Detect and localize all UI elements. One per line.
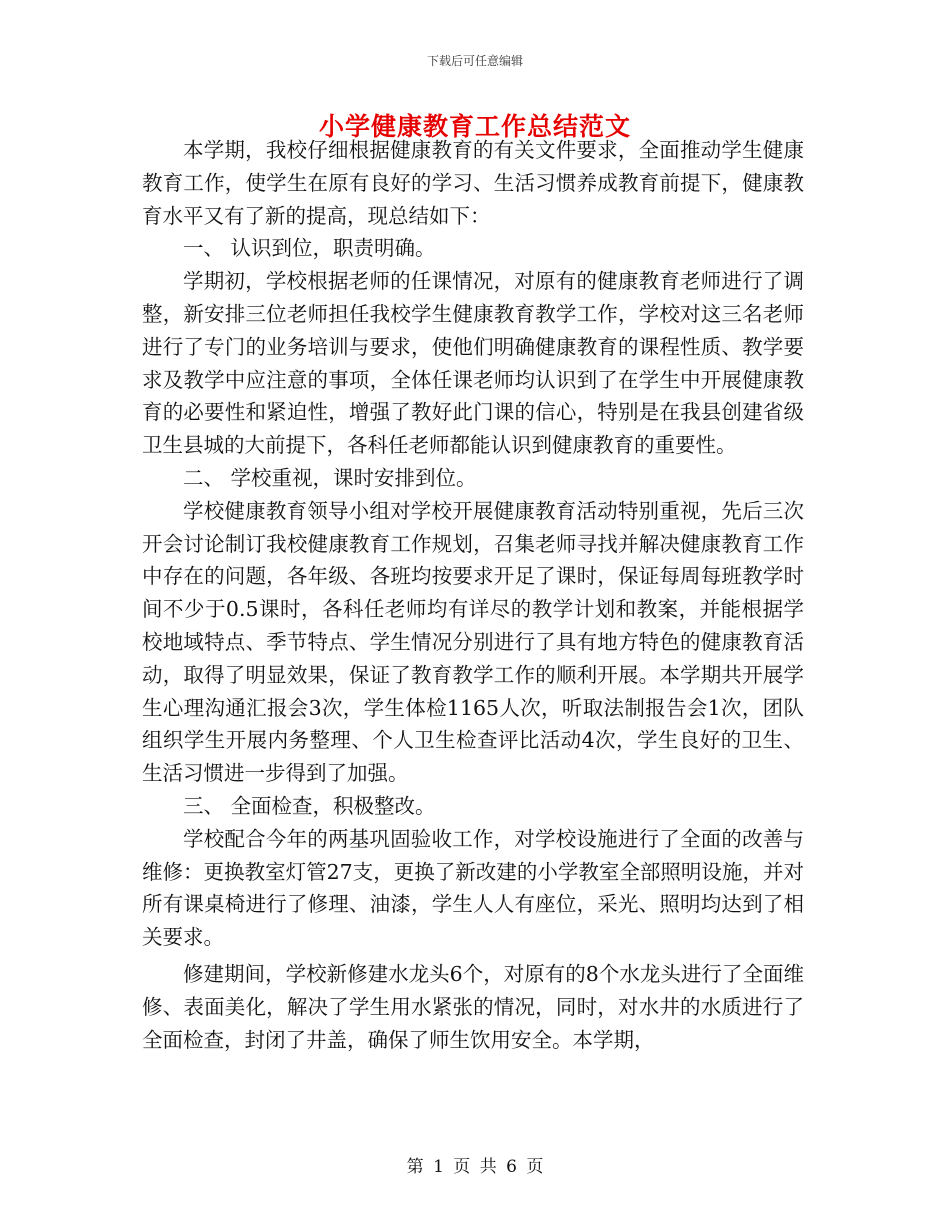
header-note: 下载后可任意编辑: [426, 54, 523, 68]
section-3-paragraph-continued: 修建期间，学校新修建水龙头6个，对原有的8个水龙头进行了全面维修、表面美化，解决了学生用水紧张的情况，同时，对水井的水质进行了全面检查，封闭了井盖，确保了师生饮用安全。本学期，: [142, 961, 804, 1052]
page-footer: 第 1 页 共 6 页: [406, 1157, 544, 1177]
section-heading-1: 一、 认识到位，职责明确。: [183, 236, 436, 261]
section-1-paragraph: 学期初，学校根据老师的任课情况，对原有的健康教育老师进行了调整，新安排三位老师担任我校学生健康教育教学工作，学校对这三名老师进行了专门的业务培训与要求，使他们明确健康教育的课程性质、教学要求及教学中应注意的事项，全体任课老师均认识到了在学生中开展健康教育的必要性和紧迫性，增强了教好此门课的信心，特别是在我县创建省级卫生县城的大前提下，各科任老师都能认识到健康教育的重要性。: [142, 269, 804, 458]
section-heading-3: 三、 全面检查，积极整改。: [183, 793, 436, 818]
intro-paragraph: 本学期，我校仔细根据健康教育的有关文件要求，全面推动学生健康教育工作，使学生在原有良好的学习、生活习惯养成教育前提下，健康教育水平又有了新的提高，现总结如下：: [142, 138, 804, 228]
section-3-paragraph: 学校配合今年的两基巩固验收工作，对学校设施进行了全面的改善与维修：更换教室灯管27支，更换了新改建的小学教室全部照明设施，并对所有课桌椅进行了修理、油漆，学生人人有座位，采光、照明均达到了相关要求。: [142, 826, 804, 950]
section-heading-2: 二、 学校重视，课时安排到位。: [183, 465, 477, 490]
document-body: [142, 134, 804, 1056]
section-2-paragraph: 学校健康教育领导小组对学校开展健康教育活动特别重视，先后三次开会讨论制订我校健康教育工作规划，召集老师寻找并解决健康教育工作中存在的问题，各年级、各班均按要求开足了课时，保证每周每班教学时间不少于0.5课时，各科任老师均有详尽的教学计划和教案，并能根据学校地域特点、季节特点、学生情况分别进行了具有地方特色的健康教育活动，取得了明显效果，保证了教育教学工作的顺利开展。本学期共开展学生心理沟通汇报会3次，学生体检1165人次，听取法制报告会1次，团队组织学生开展内务整理、个人卫生检查评比活动4次，学生良好的卫生、生活习惯进一步得到了加强。: [142, 498, 804, 786]
document-title: 小学健康教育工作总结范文: [318, 112, 631, 141]
